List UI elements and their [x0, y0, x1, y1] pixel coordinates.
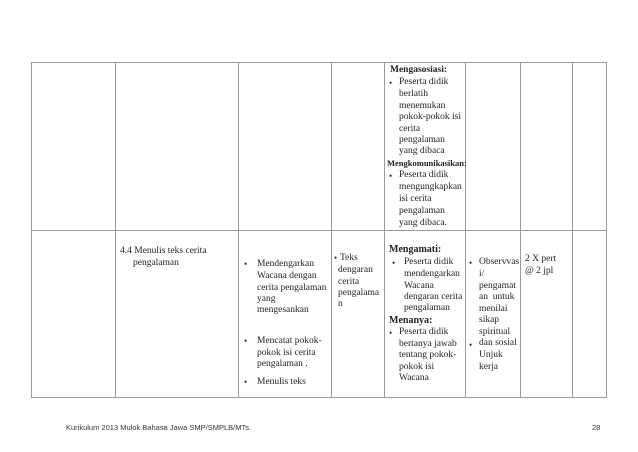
heading-mengkomunikasikan: Mengkomunikasikan: [387, 158, 467, 168]
bullet-icon: • [389, 171, 393, 181]
heading-menanya: Menanya: [389, 315, 433, 326]
bullet-icon: • [334, 253, 338, 263]
bullet-icon: • [469, 340, 473, 350]
bullet-icon: • [244, 377, 248, 387]
bullet-icon: • [389, 328, 393, 338]
bullet-icon: • [389, 78, 393, 88]
heading-mengasosiasi: Mengasosiasi: [390, 65, 447, 75]
bullet-icon: • [392, 258, 396, 268]
bullet-icon: • [244, 336, 248, 346]
footer-text: Kurikulum 2013 Mulok Bahasa Jawa SMP/SMPLB/MTs. [66, 423, 252, 432]
page-number: 28 [592, 423, 601, 432]
bullet-icon: • [469, 258, 473, 268]
bullet-icon: • [244, 259, 248, 269]
heading-mengamati: Mengamati: [389, 244, 442, 255]
